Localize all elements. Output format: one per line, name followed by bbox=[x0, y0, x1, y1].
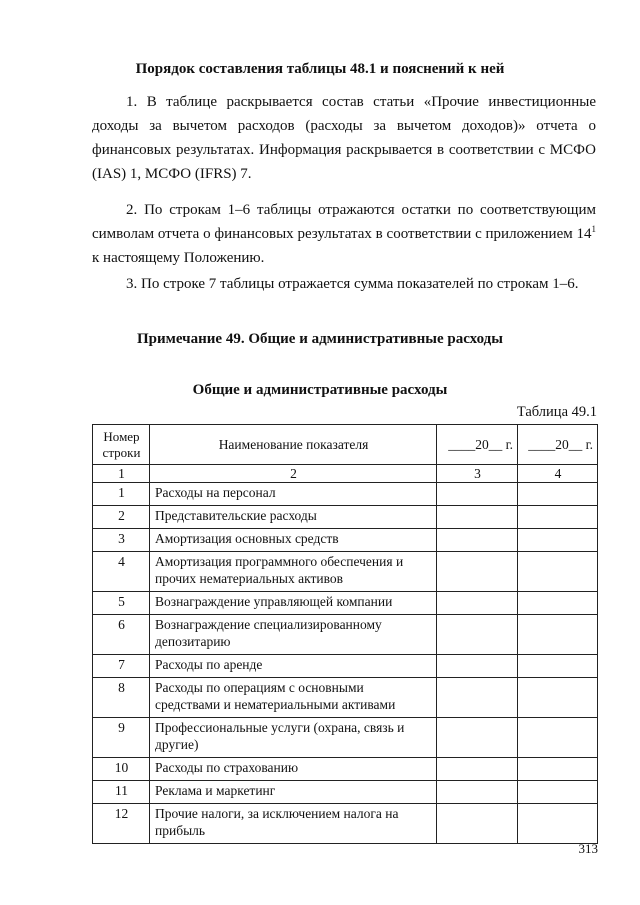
row-number: 4 bbox=[93, 552, 150, 592]
header-year-1: ____20__ г. bbox=[437, 425, 518, 465]
header-row-number: Номер строки bbox=[93, 425, 150, 465]
row-name: Вознаграждение управляющей компании bbox=[150, 592, 437, 615]
row-name: Расходы по аренде bbox=[150, 655, 437, 678]
row-name: Представительские расходы bbox=[150, 506, 437, 529]
paragraph-3: 3. По строке 7 таблицы отражается сумма показателей по строкам 1–6. bbox=[126, 276, 579, 292]
table-row bbox=[93, 804, 598, 844]
row-name: Расходы на персонал bbox=[150, 483, 437, 506]
row-number: 9 bbox=[93, 718, 150, 758]
footnote-superscript: 1 bbox=[591, 224, 596, 234]
table-row bbox=[93, 506, 598, 529]
col-number: 2 bbox=[150, 465, 437, 483]
row-name: Профессиональные услуги (охрана, связь и другие) bbox=[150, 718, 437, 758]
value-cell bbox=[518, 483, 598, 506]
value-cell bbox=[518, 758, 598, 781]
section-heading: Порядок составления таблицы 48.1 и пояснений к ней bbox=[135, 61, 505, 77]
value-cell bbox=[437, 718, 518, 758]
value-cell bbox=[437, 615, 518, 655]
table-row bbox=[93, 758, 598, 781]
table-row bbox=[93, 781, 598, 804]
table-row bbox=[93, 678, 598, 718]
row-number: 6 bbox=[93, 615, 150, 655]
value-cell bbox=[437, 804, 518, 844]
value-cell bbox=[437, 529, 518, 552]
row-number: 11 bbox=[93, 781, 150, 804]
value-cell bbox=[518, 718, 598, 758]
paragraph-2: 2. По строкам 1–6 таблицы отражаются остатки по соответствующим символам отчета о финансовых результатах в соответствии с приложением $14^1$ к настоящему Положению. bbox=[92, 202, 596, 266]
value-cell bbox=[518, 552, 598, 592]
table-row bbox=[93, 552, 598, 592]
value-cell bbox=[518, 781, 598, 804]
header-year-2: ____20__ г. bbox=[518, 425, 598, 465]
value-cell bbox=[518, 529, 598, 552]
row-number: 2 bbox=[93, 506, 150, 529]
row-name: Расходы по операциям с основными средствами и нематериальными активами bbox=[150, 678, 437, 718]
row-name: Расходы по страхованию bbox=[150, 758, 437, 781]
table-row bbox=[93, 718, 598, 758]
row-name: Амортизация программного обеспечения и прочих нематериальных активов bbox=[150, 552, 437, 592]
value-cell bbox=[437, 506, 518, 529]
row-name: Прочие налоги, за исключением налога на прибыль bbox=[150, 804, 437, 844]
row-number: 5 bbox=[93, 592, 150, 615]
value-cell bbox=[437, 655, 518, 678]
paragraph-1: 1. В таблице раскрывается состав статьи «Прочие инвестиционные доходы за вычетом расходов (расходы за вычетом доходов)» отчета о финансовых результатах. Информация раскрывается в соответствии с МСФО (IAS) 1, МСФО (IFRS) 7. bbox=[92, 94, 596, 182]
table-row bbox=[93, 529, 598, 552]
note-heading: Примечание 49. Общие и административные расходы bbox=[137, 331, 503, 347]
table-row bbox=[93, 592, 598, 615]
value-cell bbox=[437, 592, 518, 615]
col-number: 1 bbox=[93, 465, 150, 483]
row-number: 10 bbox=[93, 758, 150, 781]
value-cell bbox=[518, 804, 598, 844]
column-number-row bbox=[93, 465, 598, 483]
row-number: 8 bbox=[93, 678, 150, 718]
value-cell bbox=[437, 552, 518, 592]
header-indicator-name: Наименование показателя bbox=[150, 425, 437, 465]
row-name: Реклама и маркетинг bbox=[150, 781, 437, 804]
row-name: Вознаграждение специализированному депозитарию bbox=[150, 615, 437, 655]
col-number: 3 bbox=[437, 465, 518, 483]
value-cell bbox=[437, 483, 518, 506]
row-number: 3 bbox=[93, 529, 150, 552]
value-cell bbox=[437, 758, 518, 781]
table-row bbox=[93, 483, 598, 506]
table-row bbox=[93, 655, 598, 678]
page-number: 313 bbox=[578, 841, 598, 856]
col-number: 4 bbox=[518, 465, 598, 483]
expenses-table bbox=[92, 424, 598, 844]
table-row bbox=[93, 615, 598, 655]
value-cell bbox=[437, 781, 518, 804]
value-cell bbox=[518, 678, 598, 718]
row-number: 1 bbox=[93, 483, 150, 506]
table-label: Таблица 49.1 bbox=[516, 404, 597, 420]
table-title: Общие и административные расходы bbox=[192, 382, 448, 398]
row-number: 12 bbox=[93, 804, 150, 844]
value-cell bbox=[518, 615, 598, 655]
value-cell bbox=[518, 592, 598, 615]
value-cell bbox=[518, 506, 598, 529]
row-number: 7 bbox=[93, 655, 150, 678]
value-cell bbox=[518, 655, 598, 678]
row-name: Амортизация основных средств bbox=[150, 529, 437, 552]
value-cell bbox=[437, 678, 518, 718]
